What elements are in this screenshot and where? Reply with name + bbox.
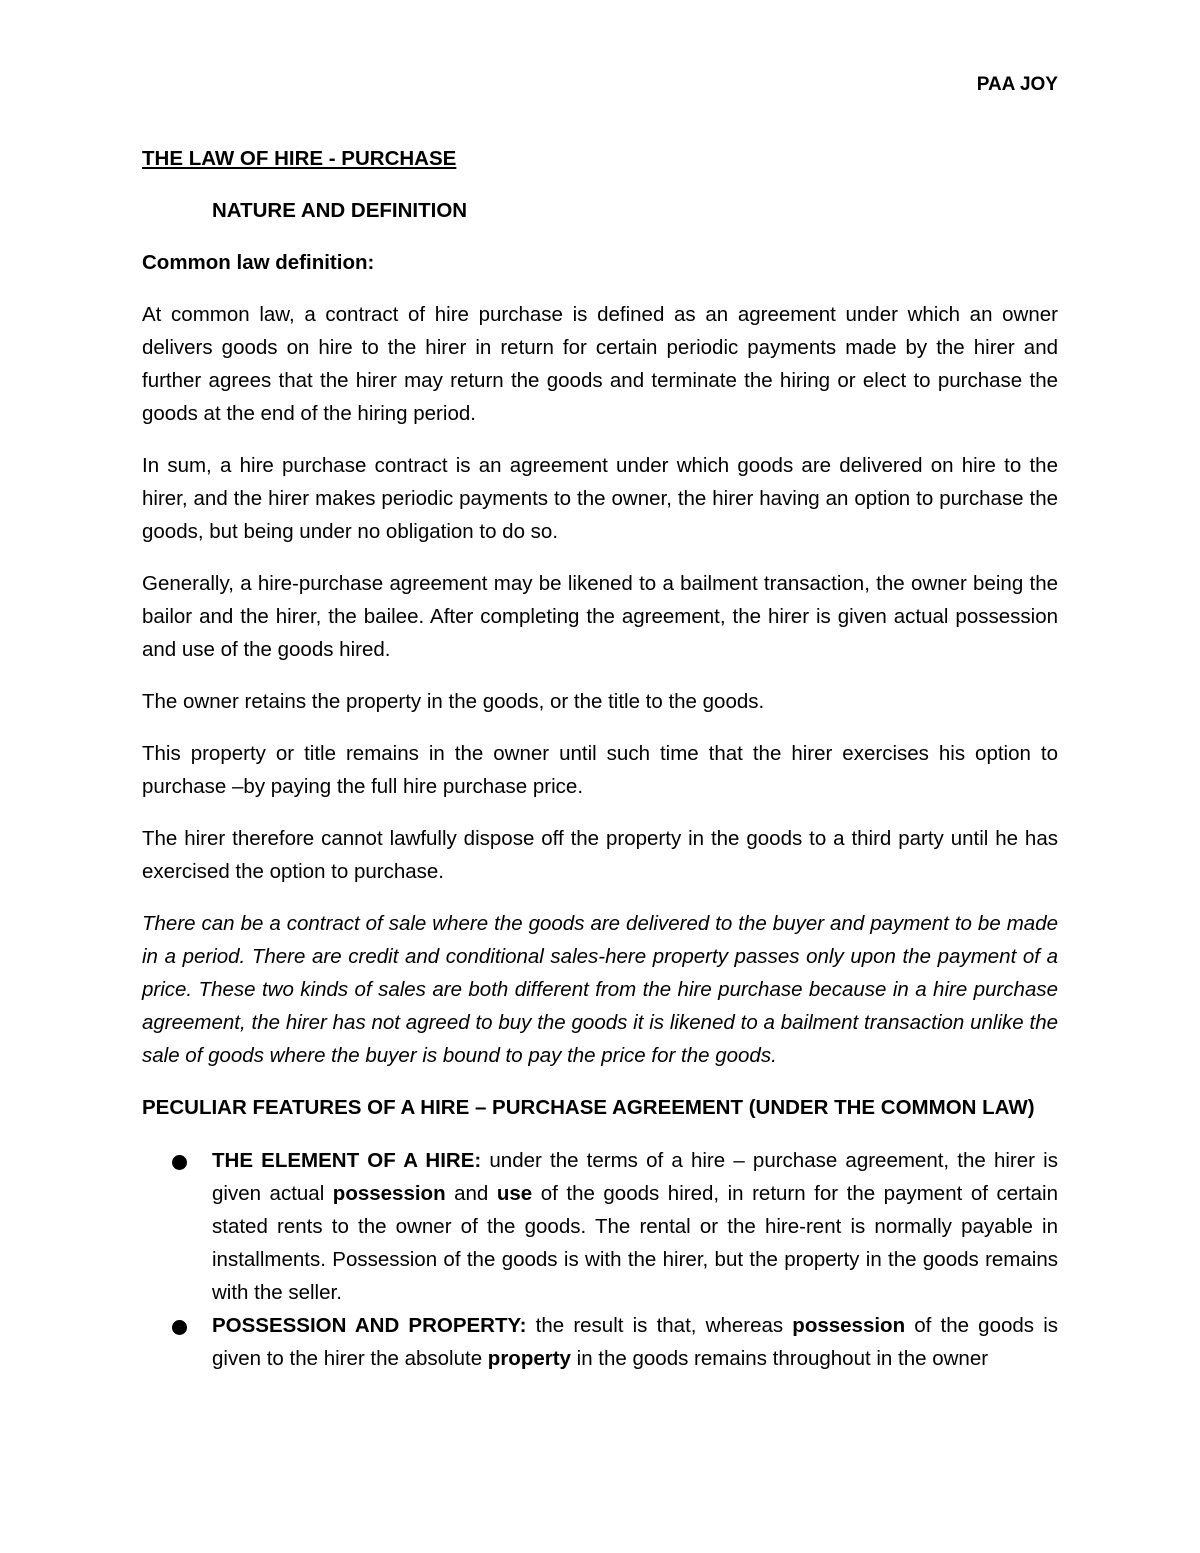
common-law-definition-label: Common law definition: <box>142 251 375 274</box>
section-subtitle: NATURE AND DEFINITION <box>212 199 468 222</box>
bullet-icon <box>172 1320 187 1335</box>
paragraph-title-remains: This property or title remains in the owner until such time that the hirer exercises his option to purchase –by paying the full hire purchase price. <box>142 742 1058 798</box>
paragraph-in-sum: In sum, a hire purchase contract is an agreement under which goods are delivered on hire to the hirer, and the hirer makes periodic payments to the owner, the hirer having an option to purchase the goods, but being under no obligation to do so. <box>142 454 1058 543</box>
paragraph-definition: At common law, a contract of hire purchase is defined as an agreement under which an owner delivers goods on hire to the hirer in return for certain periodic payments made by the hirer and further agrees that the hirer may return the goods and terminate the hiring or elect to purchase the goods at the end of the hiring period. <box>142 303 1058 425</box>
feature-bold-term: property <box>487 1347 571 1370</box>
bullet-icon <box>172 1155 187 1170</box>
list-item <box>142 1144 1058 1309</box>
document-body <box>142 142 1058 1375</box>
paragraph-bailment: Generally, a hire-purchase agreement may be likened to a bailment transaction, the owner being the bailor and the hirer, the bailee. After completing the agreement, the hirer is given actual possession and use of the goods hired. <box>142 572 1058 661</box>
feature-text: the result is that, whereas <box>526 1314 793 1337</box>
features-heading: PECULIAR FEATURES OF A HIRE – PURCHASE AGREEMENT (UNDER THE COMMON LAW) <box>142 1096 1035 1119</box>
document-title: THE LAW OF HIRE - PURCHASE <box>142 147 457 170</box>
features-list <box>142 1144 1058 1375</box>
paragraph-contract-of-sale: There can be a contract of sale where the goods are delivered to the buyer and payment to be made in a period. There are credit and conditional sales-here property passes only upon the payment of a price. These two kinds of sales are both different from the hire purchase because in a hire purchase agreement, the hirer has not agreed to buy the goods it is likened to a bailment transaction unlike the sale of goods where the buyer is bound to pay the price for the goods. <box>142 912 1058 1067</box>
feature-bold-term: possession <box>792 1314 906 1337</box>
list-item <box>142 1309 1058 1375</box>
feature-label: THE ELEMENT OF A HIRE: <box>212 1149 482 1172</box>
feature-text: of the goods is given to the hirer the absolute <box>212 1314 1058 1370</box>
feature-text: of the goods hired, in return for the payment of certain stated rents to the owner of the goods. The rental or the hire-rent is normally payable in installments. Possession of the goods is with the hirer, but the property in the goods remains with the seller. <box>212 1182 1059 1304</box>
feature-text: under the terms of a hire – purchase agreement, the hirer is given actual <box>212 1149 1058 1205</box>
feature-bold-term: use <box>496 1182 533 1205</box>
feature-text: in the goods remains throughout in the owner <box>570 1347 989 1370</box>
feature-label: POSSESSION AND PROPERTY: <box>212 1314 527 1337</box>
paragraph-owner-retains: The owner retains the property in the goods, or the title to the goods. <box>142 690 765 713</box>
author-header: PAA JOY <box>976 74 1058 95</box>
feature-text: and <box>445 1182 497 1205</box>
feature-bold-term: possession <box>332 1182 446 1205</box>
paragraph-cannot-dispose: The hirer therefore cannot lawfully dispose off the property in the goods to a third party until he has exercised the option to purchase. <box>142 827 1058 883</box>
